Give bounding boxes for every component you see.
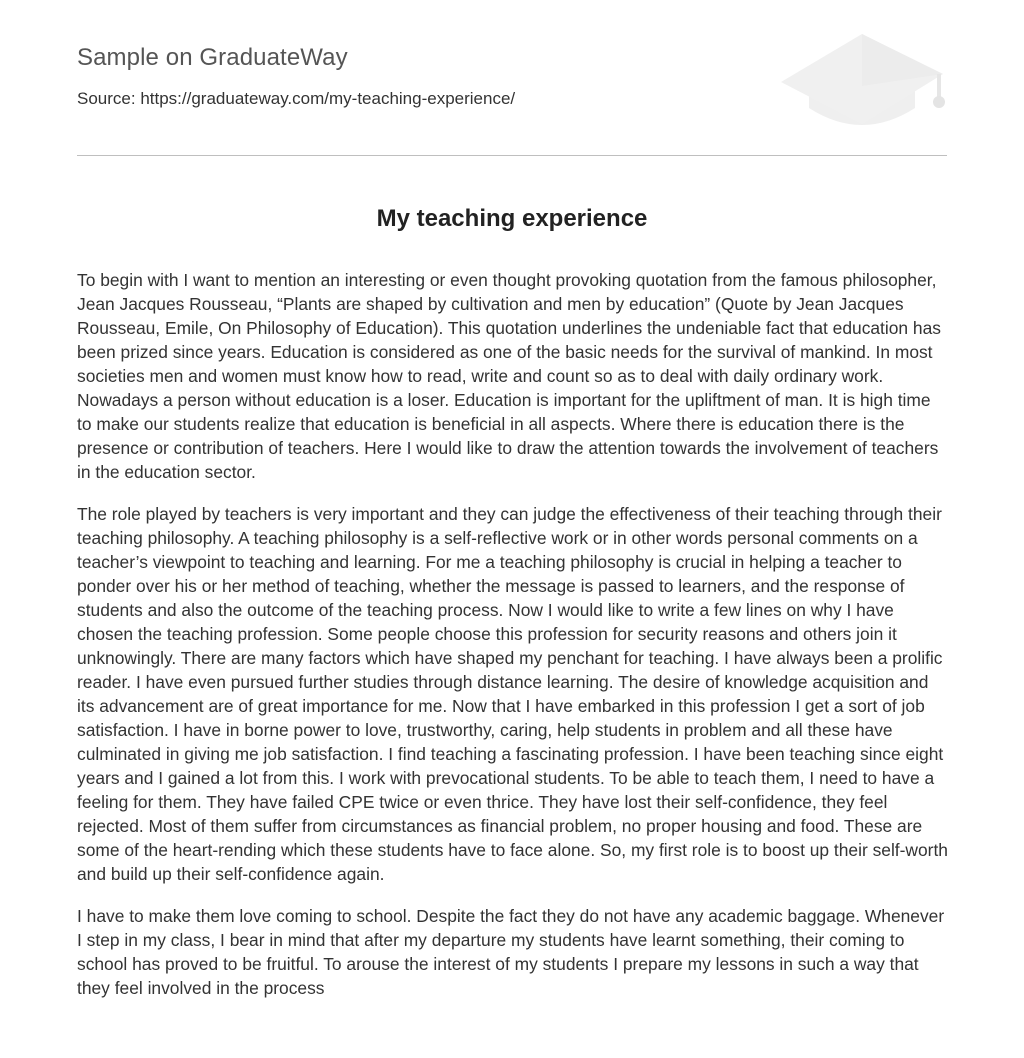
- source-link[interactable]: https://graduateway.com/my-teaching-experience/: [140, 89, 516, 108]
- paragraph: I have to make them love coming to school. Despite the fact they do not have any academic baggage. Whenever I step in my class, I bear in mind that after my departure my students have learnt something, their coming to school has proved to be fruitful. To arouse the interest of my students I prepare my lessons in such a way that they feel involved in the process: [77, 906, 945, 998]
- source-label: Source:: [77, 89, 136, 108]
- paragraph: The role played by teachers is very important and they can judge the effectiveness of their teaching through their teaching philosophy. A teaching philosophy is a self-reflective work or in other words personal comments on a teacher’s viewpoint to teaching and learning. For me a teaching philosophy is crucial in helping a teacher to ponder over his or her method of teaching, whether the message is passed to learners, and the response of students and also the outcome of the teaching process. Now I would like to write a few lines on why I have chosen the teaching profession. Some people choose this profession for security reasons and others join it unknowingly. There are many factors which have shaped my penchant for teaching. I have always been a prolific reader. I have even pursued further studies through distance learning. The desire of knowledge acquisition and its advancement are of great importance for me. Now that I have embarked in this profession I get a sort of job satisfaction. I have in borne power to love, trustworthy, caring, help students in problem and all these have culminated in giving me job satisfaction. I find teaching a fascinating profession. I have been teaching since eight years and I gained a lot from this. I work with prevocational students. To be able to teach them, I need to have a feeling for them. They have failed CPE twice or even thrice. They have lost their self-confidence, they feel rejected. Most of them suffer from circumstances as financial problem, no proper housing and food. These are some of the heart-rending which these students have to face alone. So, my first role is to boost up their self-worth and build up their self-confidence again.: [77, 504, 948, 884]
- page: [77, 0, 948, 998]
- paragraph: To begin with I want to mention an interesting or even thought provoking quotation from the famous philosopher, Jean Jacques Rousseau, “Plants are shaped by cultivation and men by education” (Quote by Jean Jacques Rousseau, Emile, On Philosophy of Education). This quotation underlines the undeniable fact that education has been prized since years. Education is considered as one of the basic needs for the survival of mankind. In most societies men and women must know how to read, write and count so as to deal with daily ordinary work. Nowadays a person without education is a loser. Education is important for the upliftment of man. It is high time to make our students realize that education is beneficial in all aspects. Where there is education there is the presence or contribution of teachers. Here I would like to draw the attention towards the involvement of teachers in the education sector.: [77, 270, 941, 482]
- source-line: [77, 89, 515, 109]
- article-title: My teaching experience: [376, 205, 648, 232]
- header: [77, 0, 947, 156]
- site-name: Sample on GraduateWay: [77, 44, 348, 71]
- article-body: [77, 268, 949, 1018]
- graduation-cap-icon: [779, 30, 945, 134]
